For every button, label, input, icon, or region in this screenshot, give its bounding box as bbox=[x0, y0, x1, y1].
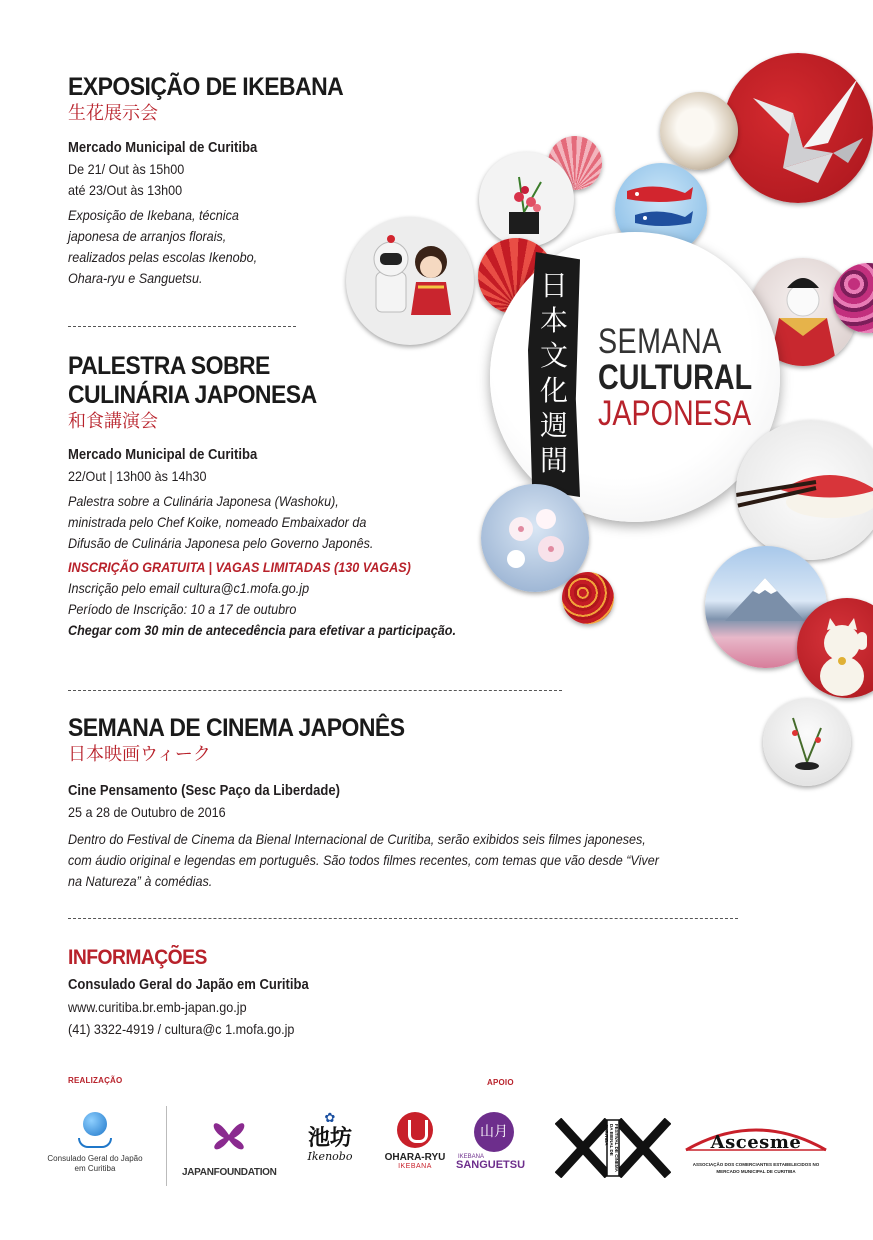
globe-base-icon bbox=[78, 1138, 112, 1148]
consulado-name-2: em Curitiba bbox=[74, 1164, 116, 1173]
consulado-name-1: Consulado Geral do Japão bbox=[47, 1154, 143, 1163]
japan-foundation-text: JAPANFOUNDATION bbox=[182, 1167, 277, 1178]
jp-char: 週 bbox=[539, 409, 568, 442]
emblem-line-2: CULTURAL bbox=[598, 358, 753, 397]
palestra-desc-line: Difusão de Culinária Japonesa pelo Governo Japonês. bbox=[68, 535, 374, 551]
vertical-jp-title bbox=[528, 268, 580, 478]
divider bbox=[68, 326, 296, 327]
palestra-email: Inscrição pelo email cultura@c1.mofa.go.jp bbox=[68, 580, 310, 596]
ikebana-title-jp: 生花展示会 bbox=[68, 103, 158, 124]
emblem-text bbox=[598, 324, 752, 432]
ikebana-venue: Mercado Municipal de Curitiba bbox=[68, 140, 258, 156]
ascesme-sub-2: MERCADO MUNICIPAL DE CURITIBA bbox=[716, 1169, 796, 1174]
flower-arrangement-icon bbox=[479, 152, 574, 247]
origami-crane-icon bbox=[723, 53, 873, 203]
footer-divider bbox=[166, 1106, 167, 1186]
palestra-inscricao: INSCRIÇÃO GRATUITA | VAGAS LIMITADAS (130 VAGAS) bbox=[68, 559, 411, 575]
section-cinema bbox=[68, 714, 725, 892]
palestra-date: 22/Out | 13h00 às 14h30 bbox=[68, 468, 207, 484]
ascesme-text: Ascesme bbox=[710, 1132, 802, 1153]
butterfly-icon bbox=[204, 1110, 254, 1160]
ohara-crest-icon bbox=[397, 1112, 433, 1148]
ikenobo-crest-icon: ✿ bbox=[324, 1110, 336, 1125]
ikenobo-text: Ikenobo bbox=[307, 1150, 353, 1163]
rice-image-circle bbox=[660, 92, 738, 170]
ohara-ikebana-text: IKEBANA bbox=[398, 1163, 432, 1170]
jp-char: 間 bbox=[539, 444, 568, 477]
info-contact: (41) 3322-4919 / cultura@c 1.mofa.go.jp bbox=[68, 1021, 295, 1037]
sanguetsu-ikebana-text: IKEBANA bbox=[458, 1154, 485, 1160]
festival-text: FESTIVAL DE CINEMA DA BIENAL DE CURITIBA bbox=[604, 1124, 619, 1172]
section-ikebana bbox=[68, 73, 367, 289]
ikebana-desc-line: japonesa de arranjos florais, bbox=[68, 228, 227, 244]
cinema-desc-line: com áudio original e legendas em português. São todos filmes recentes, com temas que vão desde “Viver bbox=[68, 852, 659, 868]
ascesme-logo bbox=[684, 1112, 828, 1175]
ikebana-desc-line: Ohara-ryu e Sanguetsu. bbox=[68, 270, 203, 286]
palestra-title-jp: 和食講演会 bbox=[68, 411, 158, 432]
ikebana-date-2: até 23/Out às 13h00 bbox=[68, 182, 183, 198]
divider bbox=[68, 918, 738, 919]
ascesme-sub-1: ASSOCIAÇÃO DOS COMERCIANTES ESTABELECIDOS NO bbox=[692, 1162, 820, 1167]
sushi-icon bbox=[736, 420, 873, 560]
emblem-line-1: SEMANA bbox=[598, 322, 722, 361]
festival-cinema-logo bbox=[555, 1118, 671, 1178]
sushi-image-circle bbox=[736, 420, 873, 560]
jp-char: 本 bbox=[539, 304, 568, 337]
palestra-periodo: Período de Inscrição: 10 a 17 de outubro bbox=[68, 601, 297, 617]
palestra-title-2: CULINÁRIA JAPONESA bbox=[68, 381, 317, 409]
ikebana-small-image-circle bbox=[763, 698, 851, 786]
ohara-ryu-text: OHARA-RYU bbox=[384, 1152, 446, 1163]
ikenobo-logo bbox=[295, 1110, 365, 1163]
section-palestra bbox=[68, 352, 499, 641]
ikebana-title: EXPOSIÇÃO DE IKEBANA bbox=[68, 73, 344, 101]
realizacao-label: REALIZAÇÃO bbox=[68, 1076, 123, 1085]
sanguetsu-crest-icon: 山月 bbox=[474, 1112, 514, 1152]
cinema-desc-line: na Natureza” à comédias. bbox=[68, 873, 213, 889]
palestra-venue: Mercado Municipal de Curitiba bbox=[68, 447, 258, 463]
ikebana-desc-line: realizados pelas escolas Ikenobo, bbox=[68, 249, 258, 265]
globe-icon bbox=[83, 1112, 107, 1136]
ikebana-desc-line: Exposição de Ikebana, técnica bbox=[68, 207, 239, 223]
sanguetsu-text: SANGUETSU bbox=[456, 1159, 526, 1171]
palestra-title-1: PALESTRA SOBRE bbox=[68, 352, 270, 380]
ikebana-image-circle bbox=[479, 152, 574, 247]
info-title: INFORMAÇÕES bbox=[68, 946, 207, 969]
ikenobo-jp: 池坊 bbox=[307, 1125, 352, 1151]
dolls-image-circle bbox=[346, 217, 474, 345]
jp-char: 化 bbox=[539, 374, 568, 407]
cinema-venue: Cine Pensamento (Sesc Paço da Liberdade) bbox=[68, 783, 340, 799]
sanguetsu-logo bbox=[456, 1112, 532, 1171]
kimono-pattern-circle bbox=[562, 572, 614, 624]
robot-and-doll-icon bbox=[346, 217, 474, 345]
cinema-date: 25 a 28 de Outubro de 2016 bbox=[68, 804, 226, 820]
apoio-label: APOIO bbox=[487, 1078, 514, 1087]
info-site[interactable]: www.curitiba.br.emb-japan.go.jp bbox=[68, 999, 247, 1015]
ohara-ryu-logo bbox=[380, 1112, 450, 1170]
crane-image-circle bbox=[723, 53, 873, 203]
cinema-desc-line: Dentro do Festival de Cinema da Bienal Internacional de Curitiba, serão exibidos seis filmes japoneses, bbox=[68, 831, 646, 847]
palestra-aviso: Chegar com 30 min de antecedência para efetivar a participação. bbox=[68, 622, 456, 638]
palestra-desc-line: Palestra sobre a Culinária Japonesa (Washoku), bbox=[68, 493, 339, 509]
japan-foundation-logo bbox=[182, 1110, 276, 1178]
jp-char: 文 bbox=[539, 339, 568, 372]
info-org: Consulado Geral do Japão em Curitiba bbox=[68, 977, 309, 993]
cinema-title: SEMANA DE CINEMA JAPONÊS bbox=[68, 714, 405, 742]
cinema-title-jp: 日本映画ウィーク bbox=[68, 744, 211, 765]
emblem-line-3: JAPONESA bbox=[598, 394, 752, 433]
jp-char: 日 bbox=[539, 269, 568, 302]
ikebana-date-1: De 21/ Out às 15h00 bbox=[68, 161, 185, 177]
section-info bbox=[68, 943, 336, 1040]
consulado-logo bbox=[40, 1112, 150, 1174]
divider bbox=[68, 690, 562, 691]
flower-vase-icon bbox=[763, 698, 851, 786]
palestra-desc-line: ministrada pelo Chef Koike, nomeado Embaixador da bbox=[68, 514, 367, 530]
